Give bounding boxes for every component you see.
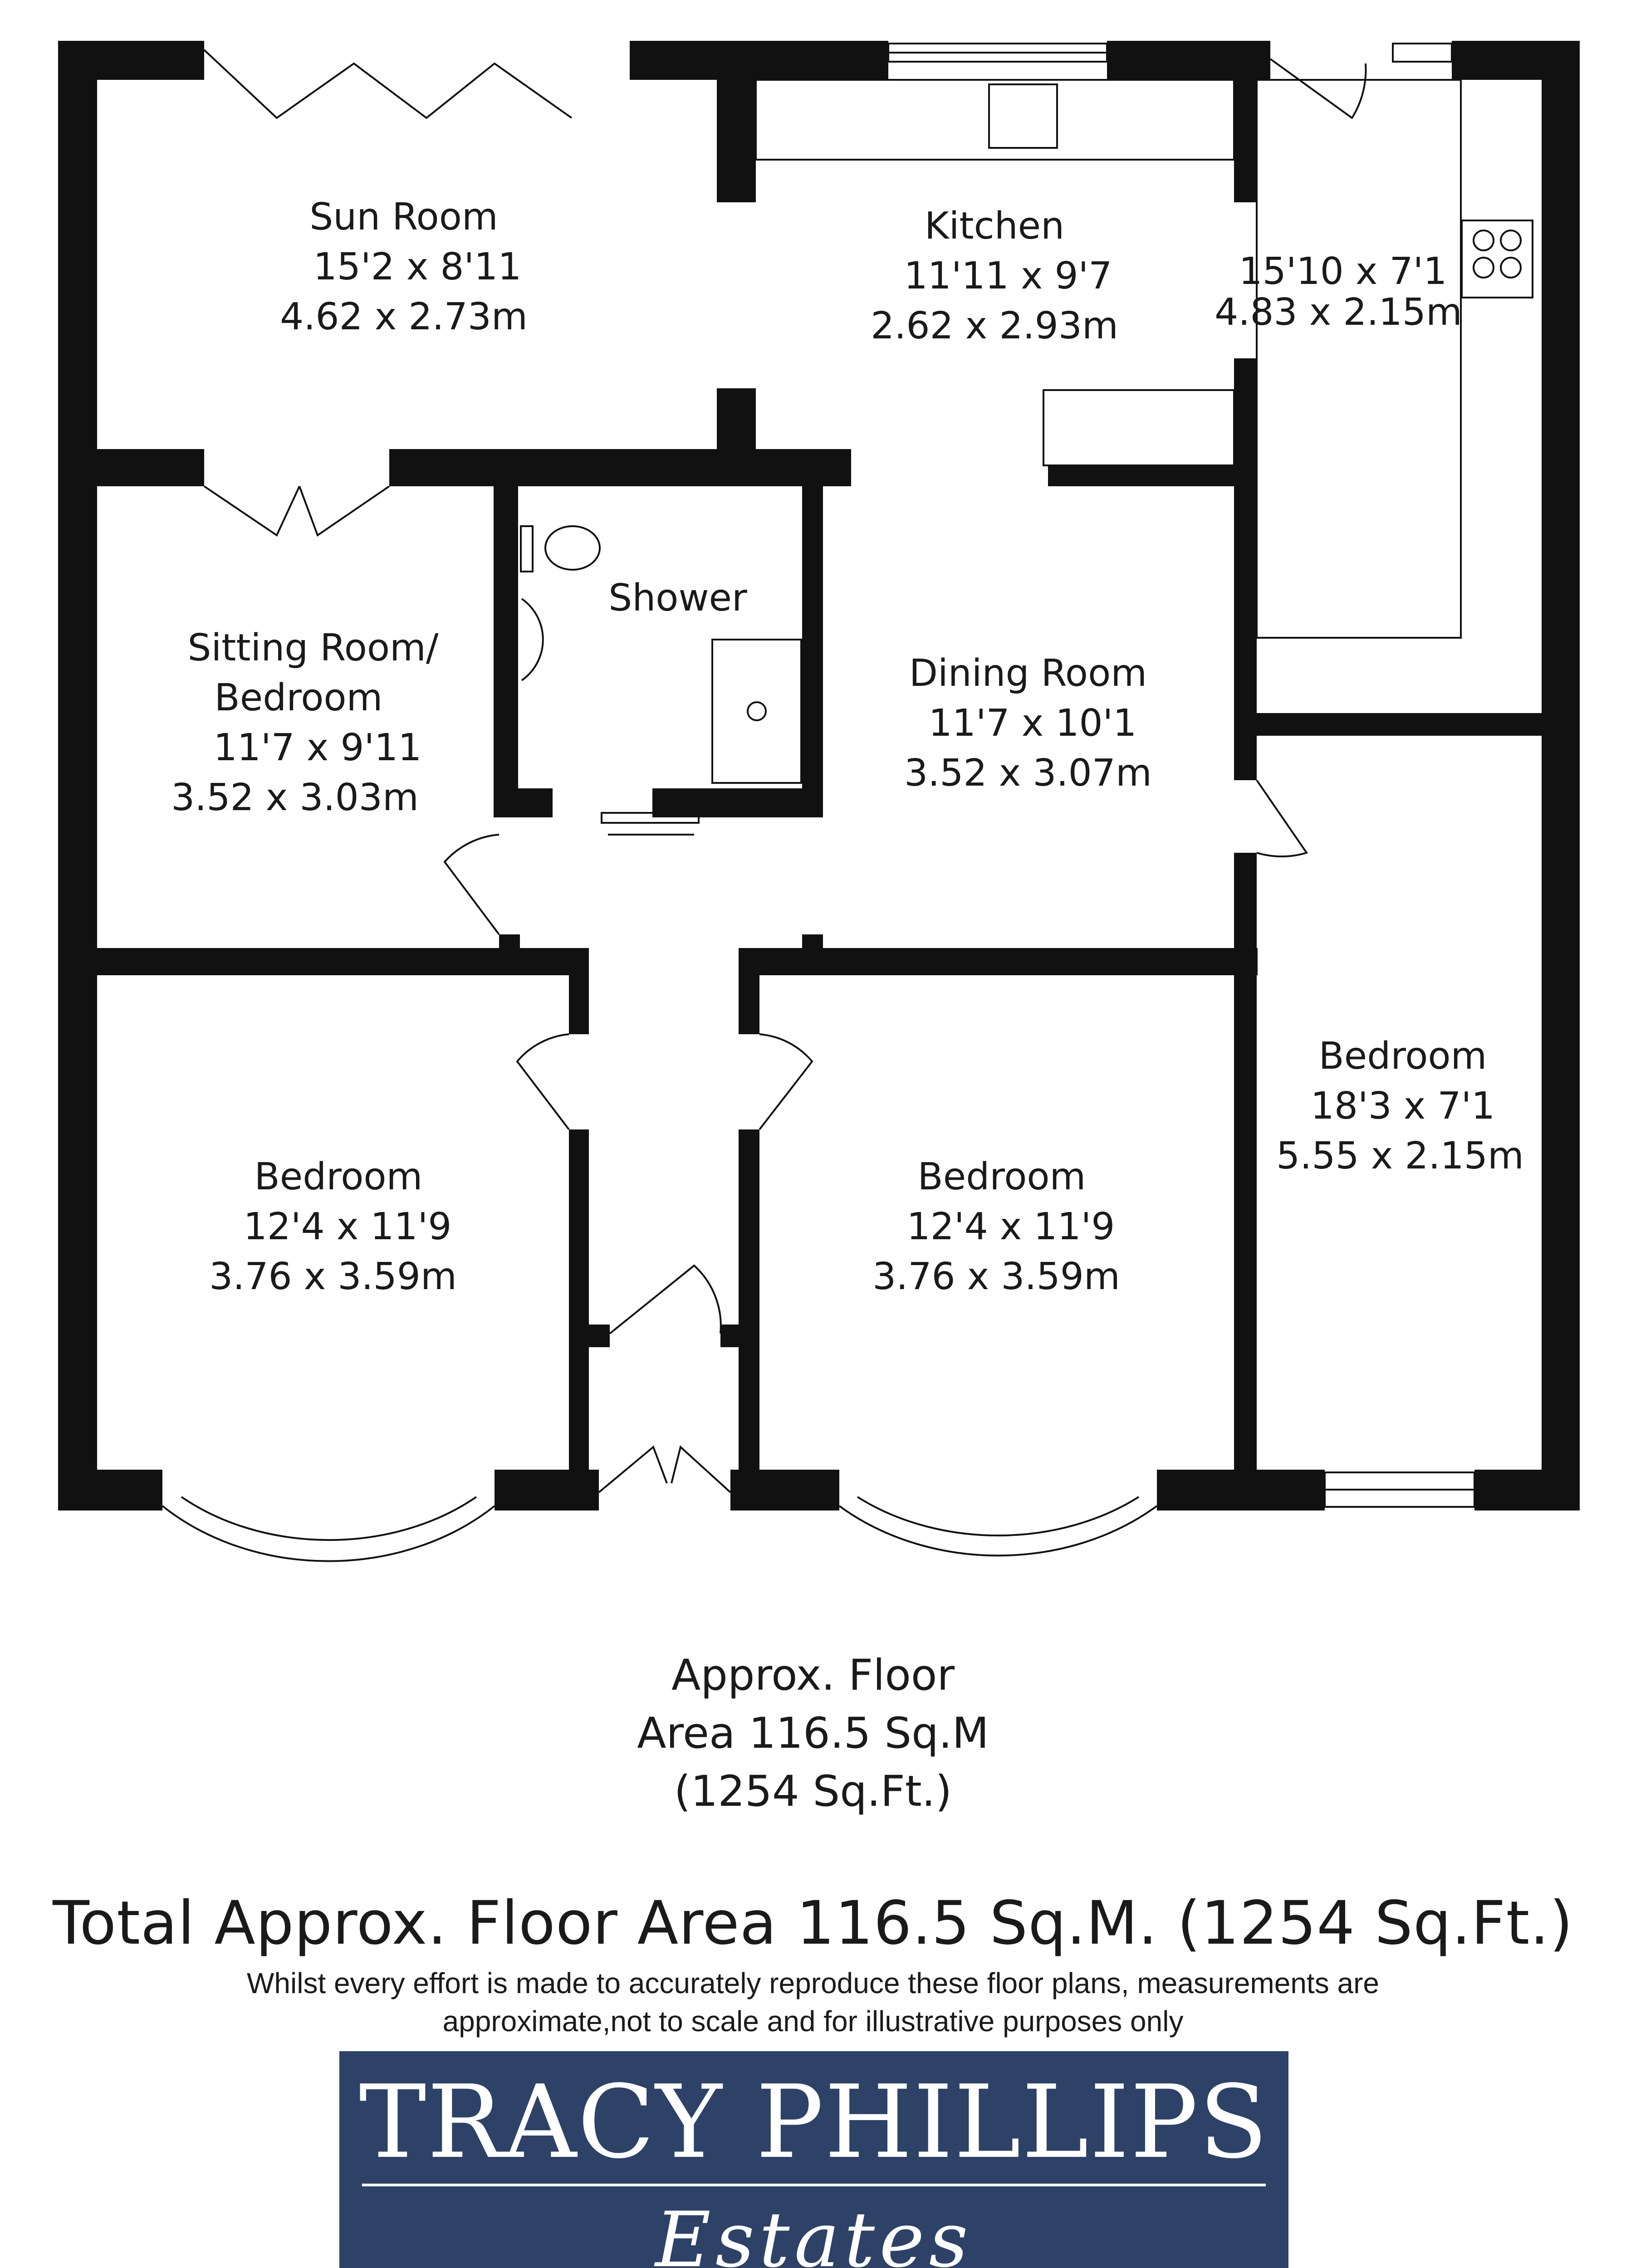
- sitting-room-metric: 3.52 x 3.03m: [171, 776, 419, 819]
- disclaimer: [0, 1964, 1626, 2040]
- bedroom-right-imperial: 18'3 x 7'1: [1310, 1085, 1495, 1128]
- disclaimer-line-2: approximate,not to scale and for illustrative purposes only: [442, 2005, 1184, 2038]
- sun-room-name: Sun Room: [309, 196, 498, 239]
- sitting-room-imperial: 11'7 x 9'11: [213, 726, 422, 769]
- logo-divider: [362, 2184, 1266, 2186]
- sink-icon: [989, 84, 1057, 148]
- bedroom-middle-metric: 3.76 x 3.59m: [872, 1255, 1120, 1298]
- toilet-icon: [545, 526, 600, 570]
- bedroom-right-name: Bedroom: [1318, 1035, 1487, 1078]
- bedroom-left-imperial: 12'4 x 11'9: [243, 1205, 452, 1248]
- agency-logo: [339, 2051, 1288, 2268]
- bedroom-left-name: Bedroom: [254, 1155, 423, 1198]
- shower-name: Shower: [608, 577, 747, 620]
- hob-icon: [1462, 220, 1533, 298]
- bedroom-middle-imperial: 12'4 x 11'9: [906, 1205, 1115, 1248]
- total-floor-area: Total Approx. Floor Area 116.5 Sq.M. (1254 Sq.Ft.): [53, 1888, 1573, 1958]
- basin-icon: [522, 599, 543, 680]
- kitchen-name: Kitchen: [924, 205, 1065, 248]
- dining-room-imperial: 11'7 x 10'1: [928, 702, 1137, 745]
- kitchen-imperial: 11'11 x 9'7: [904, 254, 1112, 298]
- floor-area-summary: [0, 1647, 1626, 1821]
- sun-room-metric: 4.62 x 2.73m: [280, 295, 528, 338]
- area-line-1: Approx. Floor: [671, 1651, 955, 1700]
- shower-tray-icon: [712, 640, 801, 783]
- area-line-2: Area 116.5 Sq.M: [637, 1709, 989, 1758]
- logo-sub-text: Estates: [655, 2195, 973, 2268]
- bedroom-right-metric: 5.55 x 2.15m: [1276, 1134, 1524, 1178]
- kitchen-annex-metric: 4.83 x 2.15m: [1215, 291, 1462, 334]
- dining-room-name: Dining Room: [909, 652, 1147, 695]
- kitchen-metric: 2.62 x 2.93m: [871, 304, 1118, 347]
- bedroom-left-metric: 3.76 x 3.59m: [209, 1255, 457, 1298]
- disclaimer-line-1: Whilst every effort is made to accurately reproduce these floor plans, measurements are: [247, 1967, 1379, 1999]
- area-line-3: (1254 Sq.Ft.): [674, 1767, 952, 1816]
- kitchen-annex-imperial: 15'10 x 7'1: [1239, 250, 1447, 293]
- bedroom-middle-name: Bedroom: [917, 1155, 1086, 1198]
- sitting-room-name-1: Sitting Room/: [187, 626, 439, 670]
- sitting-room-name-2: Bedroom: [214, 676, 383, 719]
- sun-room-imperial: 15'2 x 8'11: [313, 245, 522, 288]
- logo-main-text: TRACY PHILLIPS: [359, 2064, 1269, 2181]
- dining-room-metric: 3.52 x 3.07m: [904, 752, 1152, 795]
